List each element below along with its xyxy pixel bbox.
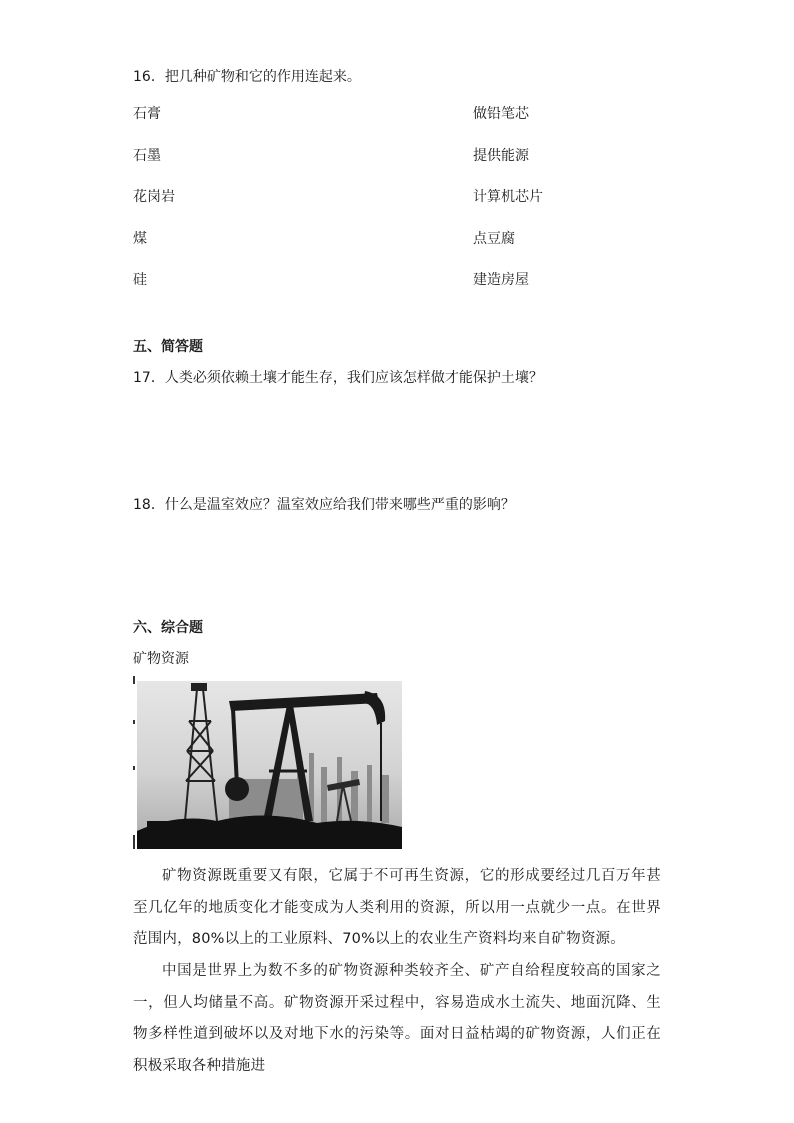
section-5-heading: 五、简答题	[133, 339, 203, 355]
passage-heading: 矿物资源	[133, 651, 189, 667]
question-16-title: 16．把几种矿物和它的作用连起来。	[133, 69, 361, 85]
margin-mark	[133, 676, 135, 684]
margin-mark	[133, 720, 135, 724]
oil-pump-photo	[137, 681, 402, 849]
use-item: 提供能源	[473, 148, 529, 164]
use-item: 点豆腐	[473, 231, 515, 247]
margin-mark	[133, 766, 135, 770]
mineral-item: 硅	[133, 272, 147, 288]
use-item: 做铅笔芯	[473, 106, 529, 122]
mineral-item: 煤	[133, 231, 147, 247]
passage-paragraph-2: 中国是世界上为数不多的矿物资源种类较齐全、矿产自给程度较高的国家之一，但人均储量不高。矿物资源开采过程中，容易造成水土流失、地面沉降、生物多样性道到破坏以及对地下水的污染等。面对日益枯竭的矿物资源，人们正在积极采取各种措施进	[133, 963, 661, 1074]
mineral-item: 花岗岩	[133, 189, 175, 205]
mineral-item: 石膏	[133, 106, 161, 122]
section-6-heading: 六、综合题	[133, 620, 203, 636]
passage-paragraph-1: 矿物资源既重要又有限，它属于不可再生资源，它的形成要经过几百万年甚至几亿年的地质变化才能变成为人类利用的资源，所以用一点就少一点。在世界范围内，80%以上的工业原料、70%以上的农业生产资料均来自矿物资源。	[133, 868, 661, 947]
question-18: 18．什么是温室效应？温室效应给我们带来哪些严重的影响？	[133, 497, 515, 513]
margin-mark	[133, 835, 135, 849]
question-17: 17．人类必须依赖土壤才能生存，我们应该怎样做才能保护土壤？	[133, 370, 543, 386]
mineral-item: 石墨	[133, 148, 161, 164]
use-item: 计算机芯片	[473, 189, 543, 205]
use-item: 建造房屋	[473, 272, 529, 288]
